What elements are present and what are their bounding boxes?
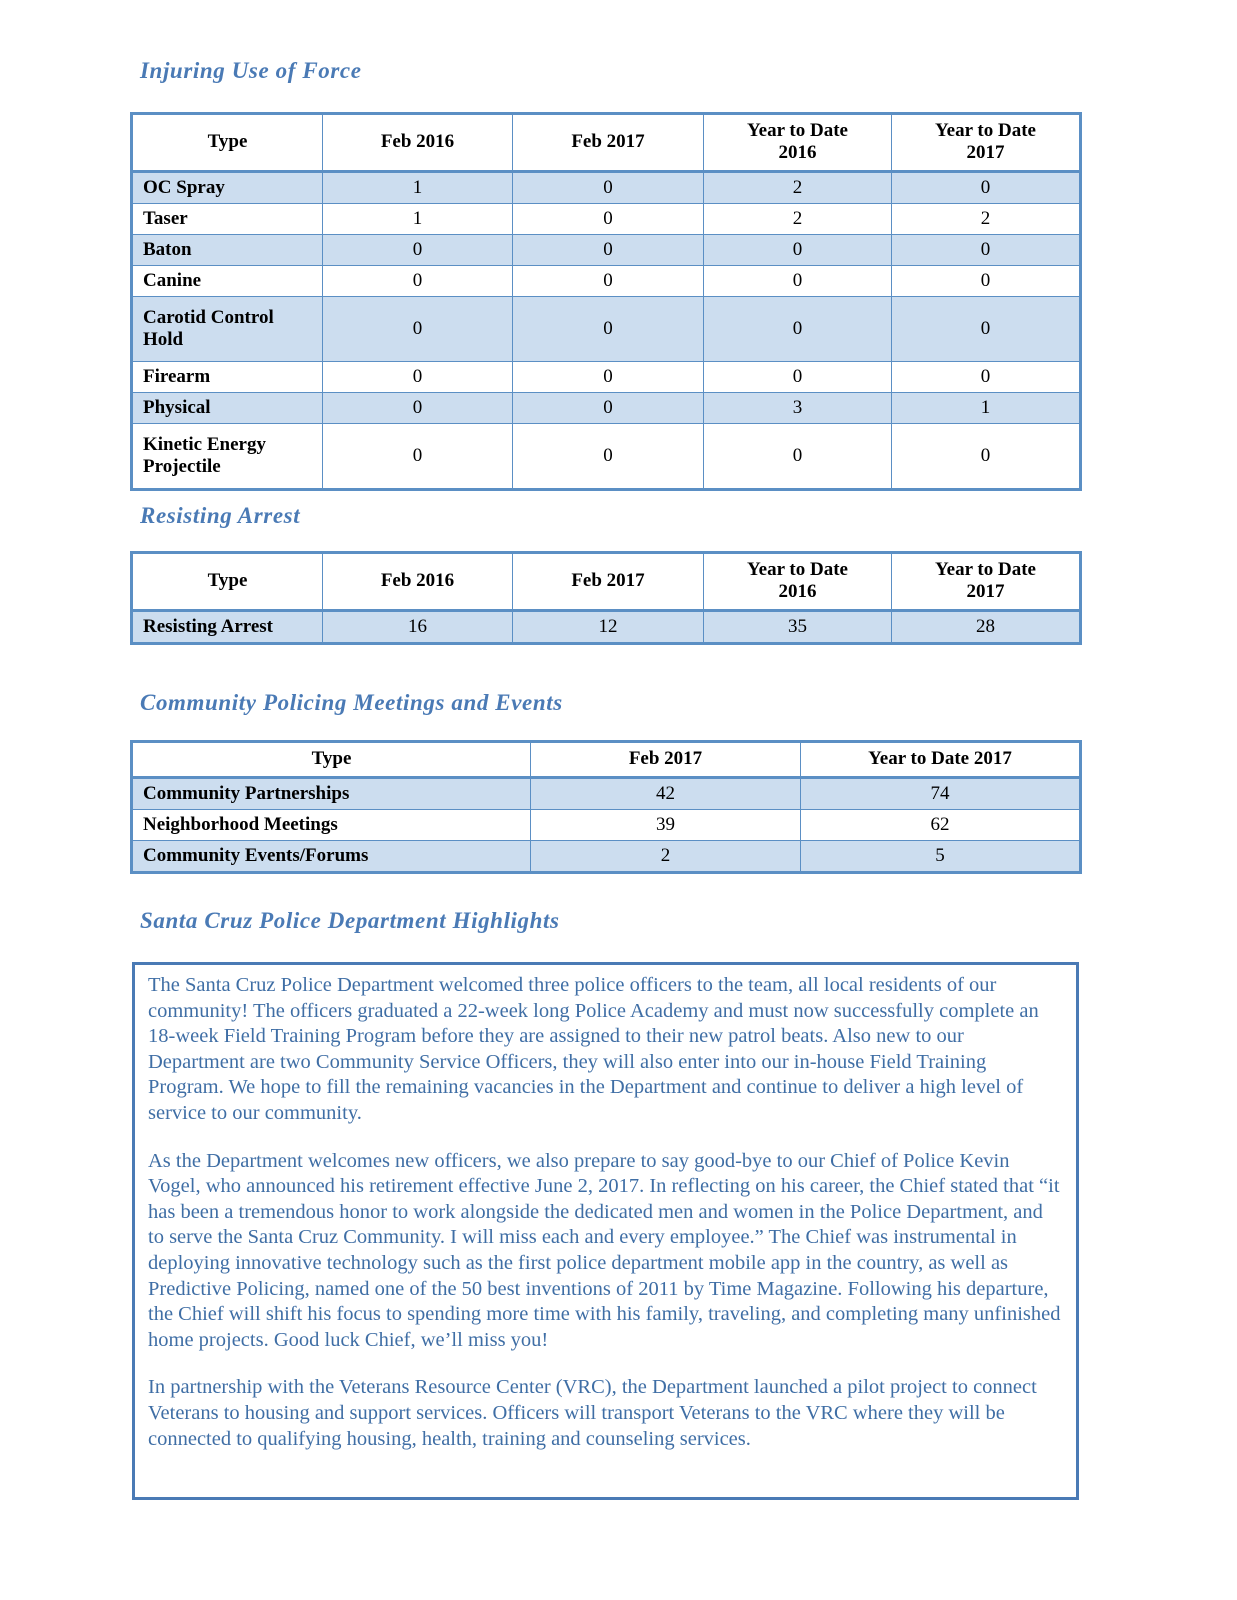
highlights-box — [132, 962, 1079, 1500]
table-row — [133, 809, 1080, 840]
cell-type: Canine — [133, 265, 323, 296]
cell-ytd-2017: 0 — [892, 234, 1080, 265]
col-header-feb-2016 — [323, 115, 513, 172]
cell-feb-2017: 0 — [513, 234, 704, 265]
col-header-type — [133, 554, 323, 611]
cell-ytd-2016: 0 — [704, 234, 892, 265]
cell-feb-2016: 0 — [323, 265, 513, 296]
col-header-line: Year to Date — [747, 120, 848, 141]
col-header-line: Type — [207, 130, 248, 152]
cell-ytd-2016: 0 — [704, 265, 892, 296]
cell-type: Community Events/Forums — [133, 840, 531, 871]
heading-resisting-arrest: Resisting Arrest — [140, 503, 301, 528]
heading-community-policing: Community Policing Meetings and Events — [140, 690, 563, 715]
cell-feb-2016: 16 — [323, 610, 513, 642]
cell-type: Baton — [133, 234, 323, 265]
table-row — [133, 234, 1080, 265]
cell-feb-2016: 0 — [323, 392, 513, 423]
col-header-ytd-2017 — [892, 554, 1080, 611]
cell-ytd-2017: 5 — [801, 840, 1080, 871]
highlights-paragraph: The Santa Cruz Police Department welcomed three police officers to the team, all local residents of our community! The officers graduated a 22-week long Police Academy and must now successfully complete an 18-week Field Training Program before they are assigned to their new patrol beats. Also new to our Department are two Community Service Officers, they will also enter into our in-house Field Training Program. We hope to fill the remaining vacancies in the Department and continue to deliver a high level of service to our community. — [148, 974, 1039, 1124]
cell-ytd-2016: 3 — [704, 392, 892, 423]
cell-type: Firearm — [133, 361, 323, 392]
table-row — [133, 840, 1080, 871]
table-row — [133, 361, 1080, 392]
cell-ytd-2016: 0 — [704, 361, 892, 392]
highlights-paragraph: In partnership with the Veterans Resource Center (VRC), the Department launched a pilot project to connect Veterans to housing and support services. Officers will transport Veterans to the VRC where they will be connected to qualifying housing, health, training and counseling services. — [148, 1376, 1037, 1450]
heading-injuring-use-of-force: Injuring Use of Force — [140, 58, 362, 83]
cell-type: Resisting Arrest — [133, 610, 323, 642]
col-header-type — [133, 115, 323, 172]
cell-ytd-2017: 0 — [892, 423, 1080, 488]
col-header-type: Type — [133, 743, 531, 778]
table-row — [133, 203, 1080, 234]
cell-feb-2017: 12 — [513, 610, 704, 642]
col-header-line: 2017 — [966, 141, 1005, 163]
table-row — [133, 423, 1080, 488]
col-header-line: Year to Date — [935, 120, 1036, 141]
highlights-paragraph: As the Department welcomes new officers, we also prepare to say good-bye to our Chief of Police Kevin Vogel, who announced his retirement effective June 2, 2017. In reflecting on his career, the Chief stated that “it has been a tremendous honor to work alongside the dedicated men and women in the Police Department, and to serve the Santa Cruz Community. I will miss each and every employee.” The Chief was instrumental in deploying innovative technology such as the first police department mobile app in the country, as well as Predictive Policing, named one of the 50 best inventions of 2011 by Time Magazine. Following his departure, the Chief will shift his focus to spending more time with his family, traveling, and completing many unfinished home projects. Good luck Chief, we’ll miss you! — [148, 1149, 1061, 1351]
cell-ytd-2017: 0 — [892, 361, 1080, 392]
cell-ytd-2017: 28 — [892, 610, 1080, 642]
cell-type: Neighborhood Meetings — [133, 809, 531, 840]
table-row — [133, 777, 1080, 809]
cell-feb-2017: 0 — [513, 203, 704, 234]
cell-feb-2017: 0 — [513, 361, 704, 392]
col-header-line: Type — [207, 569, 248, 591]
table-row — [133, 296, 1080, 361]
cell-feb-2016: 0 — [323, 361, 513, 392]
cell-feb-2017: 0 — [513, 171, 704, 203]
cell-feb-2016: 0 — [323, 234, 513, 265]
table-row — [133, 610, 1080, 642]
col-header-ytd-2016 — [704, 554, 892, 611]
cell-type: Community Partnerships — [133, 777, 531, 809]
table-row — [133, 392, 1080, 423]
table-header-row — [133, 554, 1080, 611]
table-row — [133, 265, 1080, 296]
col-header-line: Feb 2016 — [380, 569, 455, 591]
col-header-ytd-2016 — [704, 115, 892, 172]
cell-feb-2017: 0 — [513, 392, 704, 423]
col-header-ytd-2017: Year to Date 2017 — [801, 743, 1080, 778]
cell-ytd-2016: 2 — [704, 203, 892, 234]
col-header-line: Year to Date — [935, 559, 1036, 580]
cell-type: OC Spray — [133, 171, 323, 203]
col-header-ytd-2017 — [892, 115, 1080, 172]
cell-ytd-2016: 2 — [704, 171, 892, 203]
cell-feb-2016: 1 — [323, 203, 513, 234]
col-header-line: Feb 2017 — [571, 569, 645, 591]
cell-ytd-2016: 35 — [704, 610, 892, 642]
cell-feb-2017: 39 — [531, 809, 801, 840]
table-header-row — [133, 115, 1080, 172]
cell-feb-2017: 0 — [513, 296, 704, 361]
heading-santa-cruz-police-department-highlights: Santa Cruz Police Department Highlights — [140, 908, 560, 933]
cell-ytd-2017: 74 — [801, 777, 1080, 809]
table-community-policing — [132, 742, 1080, 872]
highlights-content — [135, 965, 1076, 1462]
col-header-feb-2017 — [513, 554, 704, 611]
cell-type: Taser — [133, 203, 323, 234]
table-injuring-use-of-force — [132, 114, 1080, 489]
col-header-feb-2017 — [513, 115, 704, 172]
col-header-feb-2016 — [323, 554, 513, 611]
cell-feb-2017: 0 — [513, 265, 704, 296]
col-header-line: 2017 — [966, 580, 1005, 602]
col-header-line: 2016 — [778, 580, 817, 602]
col-header-line: Year to Date — [747, 559, 848, 580]
cell-feb-2017: 0 — [513, 423, 704, 488]
cell-feb-2016: 1 — [323, 171, 513, 203]
cell-type: Physical — [133, 392, 323, 423]
cell-feb-2016: 0 — [323, 423, 513, 488]
cell-feb-2017: 42 — [531, 777, 801, 809]
table-row — [133, 171, 1080, 203]
table-header-row — [133, 743, 1080, 778]
cell-ytd-2016: 0 — [704, 423, 892, 488]
cell-type: Carotid Control Hold — [133, 296, 323, 361]
cell-ytd-2017: 0 — [892, 171, 1080, 203]
cell-feb-2016: 0 — [323, 296, 513, 361]
col-header-line: 2016 — [778, 141, 817, 163]
table-resisting-arrest — [132, 553, 1080, 643]
cell-ytd-2016: 0 — [704, 296, 892, 361]
cell-ytd-2017: 0 — [892, 265, 1080, 296]
cell-ytd-2017: 0 — [892, 296, 1080, 361]
cell-feb-2017: 2 — [531, 840, 801, 871]
cell-ytd-2017: 2 — [892, 203, 1080, 234]
col-header-line: Feb 2016 — [380, 130, 455, 152]
col-header-line: Feb 2017 — [571, 130, 645, 152]
cell-ytd-2017: 62 — [801, 809, 1080, 840]
cell-type: Kinetic Energy Projectile — [133, 423, 323, 488]
cell-ytd-2017: 1 — [892, 392, 1080, 423]
col-header-feb-2017: Feb 2017 — [531, 743, 801, 778]
